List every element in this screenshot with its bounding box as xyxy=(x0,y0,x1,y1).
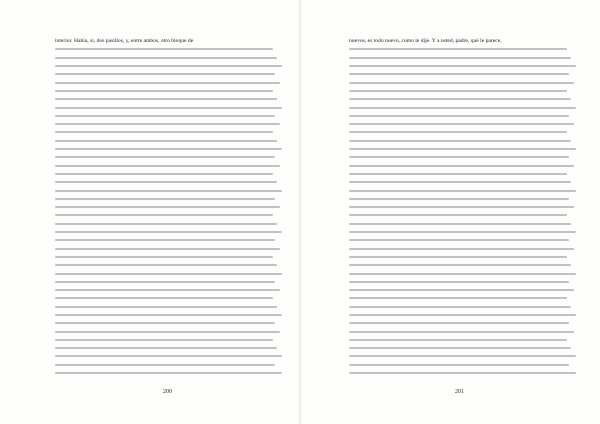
text-line xyxy=(349,269,576,277)
text-line xyxy=(349,87,576,95)
text-line xyxy=(349,261,576,269)
text-line xyxy=(55,203,282,211)
text-line xyxy=(349,195,576,203)
text-line xyxy=(349,286,576,294)
text-line xyxy=(349,220,576,228)
text-line xyxy=(55,153,282,161)
text-line xyxy=(349,70,576,78)
text-line xyxy=(349,319,576,327)
text-line xyxy=(55,87,282,95)
text-line xyxy=(349,278,576,286)
text-line xyxy=(349,236,576,244)
text-line xyxy=(349,95,576,103)
text-line xyxy=(55,303,282,311)
text-line xyxy=(349,153,576,161)
text-line xyxy=(349,311,576,319)
text-line xyxy=(55,336,282,344)
text-line xyxy=(55,244,282,252)
text-line xyxy=(349,336,576,344)
text-line xyxy=(55,137,282,145)
text-line xyxy=(55,103,282,111)
text-line xyxy=(349,294,576,302)
text-line xyxy=(55,228,282,236)
text-line xyxy=(55,344,282,352)
text-line xyxy=(55,161,282,169)
text-line xyxy=(349,112,576,120)
text-line xyxy=(349,203,576,211)
text-line xyxy=(55,78,282,86)
text-line xyxy=(55,128,282,136)
text-line xyxy=(55,112,282,120)
right-page xyxy=(300,0,600,424)
text-line xyxy=(349,344,576,352)
text-line xyxy=(349,352,576,360)
text-line xyxy=(55,319,282,327)
text-line xyxy=(349,103,576,111)
text-line xyxy=(55,294,282,302)
text-line xyxy=(349,128,576,136)
text-line xyxy=(55,261,282,269)
text-line xyxy=(349,161,576,169)
text-line xyxy=(349,228,576,236)
text-line xyxy=(349,186,576,194)
text-line xyxy=(55,352,282,360)
text-line xyxy=(349,253,576,261)
right-text-column xyxy=(349,37,576,377)
text-line xyxy=(349,303,576,311)
text-line xyxy=(55,278,282,286)
text-line xyxy=(349,244,576,252)
text-line xyxy=(349,45,576,53)
text-line xyxy=(55,95,282,103)
text-line xyxy=(55,120,282,128)
text-line xyxy=(55,170,282,178)
text-line xyxy=(349,211,576,219)
text-line xyxy=(349,178,576,186)
text-line xyxy=(55,145,282,153)
text-line xyxy=(55,236,282,244)
text-line xyxy=(349,62,576,70)
text-line xyxy=(55,211,282,219)
text-line xyxy=(55,45,282,53)
text-line xyxy=(55,327,282,335)
text-line xyxy=(55,286,282,294)
text-line xyxy=(349,361,576,369)
left-text-column xyxy=(55,37,282,377)
text-line xyxy=(55,186,282,194)
text-line xyxy=(55,220,282,228)
text-line xyxy=(349,78,576,86)
text-line xyxy=(349,369,576,377)
right-first-line: nuevos, es todo nuevo, como te dije. Y a usted, padre, qué le parece, xyxy=(349,38,502,44)
text-line xyxy=(349,54,576,62)
text-line xyxy=(55,369,282,377)
text-line xyxy=(55,62,282,70)
text-line xyxy=(349,170,576,178)
right-body-lines xyxy=(349,45,576,377)
text-line xyxy=(349,327,576,335)
left-first-line: interior. Había, sí, dos pasillos, y, entre ambos, otro bloque de xyxy=(55,38,194,44)
left-page-number: 200 xyxy=(163,389,172,395)
text-line xyxy=(55,195,282,203)
text-line xyxy=(55,70,282,78)
text-line xyxy=(55,269,282,277)
text-line xyxy=(55,361,282,369)
text-line xyxy=(349,137,576,145)
text-line xyxy=(349,145,576,153)
text-line xyxy=(55,54,282,62)
left-body-lines xyxy=(55,45,282,377)
right-page-number: 201 xyxy=(455,389,464,395)
text-line xyxy=(55,311,282,319)
text-line xyxy=(55,178,282,186)
text-line xyxy=(55,253,282,261)
text-line xyxy=(349,120,576,128)
